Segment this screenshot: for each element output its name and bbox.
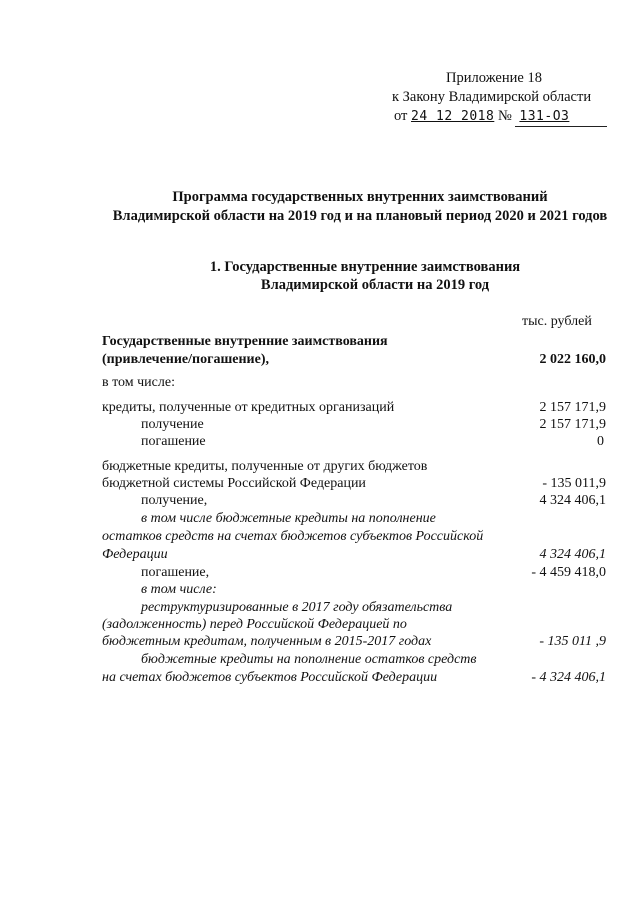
restructured-value: - 135 011 ,9: [539, 634, 606, 649]
budget-value: - 135 011,9: [542, 476, 606, 491]
budget-label-line1: бюджетные кредиты, полученные от других бюджетов: [102, 459, 428, 474]
section-heading-line2: Владимирской области на 2019 год: [260, 277, 490, 293]
annex-number: 131-ОЗ: [515, 108, 607, 127]
credit-org-label: кредиты, полученные от кредитных организаций: [102, 400, 395, 415]
total-label-line1: Государственные внутренние заимствования: [102, 334, 388, 349]
replenish-line2: на счетах бюджетов субъектов Российской Федерации: [102, 670, 438, 685]
budget-receive-italic-line2: остатков средств на счетах бюджетов субъектов Российской: [102, 529, 484, 544]
restructured-line1: реструктуризированные в 2017 году обязательства: [141, 600, 453, 615]
including-label: в том числе:: [102, 375, 175, 390]
budget-receive-italic-value: 4 324 406,1: [539, 547, 606, 562]
credit-org-value: 2 157 171,9: [539, 400, 606, 415]
program-title-line2: Владимирской области на 2019 год и на плановый период 2020 и 2021 годов: [112, 208, 608, 224]
annex-date: 24 12 2018: [411, 109, 495, 124]
total-value: 2 022 160,0: [539, 352, 606, 367]
program-title-line1: Программа государственных внутренних заимствований: [172, 189, 548, 205]
budget-receive-value: 4 324 406,1: [539, 493, 606, 508]
section-heading-line1: 1. Государственные внутренние заимствования: [209, 259, 521, 275]
annex-date-prefix: от: [394, 108, 408, 124]
annex-title: Приложение 18: [446, 70, 542, 86]
restructured-line2: (задолженность) перед Российской Федерацией по: [102, 617, 407, 632]
credit-org-receive-value: 2 157 171,9: [539, 417, 606, 432]
credit-org-repay-value: 0: [597, 434, 604, 449]
annex-law: к Закону Владимирской области: [392, 89, 592, 105]
budget-receive-italic-line3: Федерации: [102, 547, 168, 562]
units-label: тыс. рублей: [522, 314, 592, 329]
budget-repay-value: - 4 459 418,0: [531, 565, 606, 580]
budget-repay-including: в том числе:: [141, 582, 217, 597]
budget-receive-italic-line1: в том числе бюджетные кредиты на пополнение: [141, 511, 436, 526]
credit-org-receive-label: получение: [141, 417, 204, 432]
budget-label-line2: бюджетной системы Российской Федерации: [102, 476, 366, 491]
replenish-value: - 4 324 406,1: [531, 670, 606, 685]
annex-number-prefix: №: [497, 108, 512, 124]
budget-receive-label: получение,: [141, 493, 208, 508]
total-label-line2: (привлечение/погашение),: [102, 352, 269, 367]
restructured-line3: бюджетным кредитам, полученным в 2015-2017 годах: [102, 634, 432, 649]
budget-repay-label: погашение,: [141, 565, 210, 580]
credit-org-repay-label: погашение: [141, 434, 206, 449]
replenish-line1: бюджетные кредиты на пополнение остатков средств: [141, 652, 477, 667]
annex-date-line: [394, 107, 607, 127]
